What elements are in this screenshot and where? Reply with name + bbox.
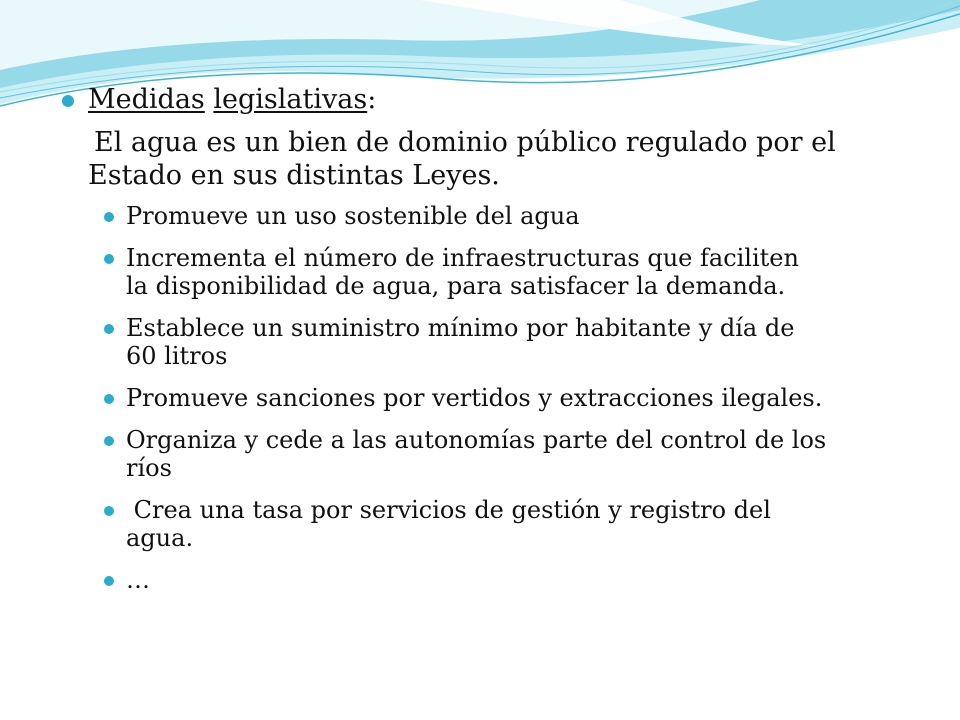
bullet-icon	[104, 324, 114, 334]
heading-row	[62, 82, 922, 118]
list-item	[104, 426, 916, 482]
intro-line-2: Estado en sus distintas Leyes.	[88, 160, 500, 191]
slide-heading	[88, 82, 376, 118]
bullet-icon	[104, 576, 114, 586]
intro-line-1: El agua es un bien de dominio público regulado por el	[94, 127, 836, 158]
list-item	[104, 496, 916, 552]
list-item-line-1: Incrementa el número de infraestructuras que faciliten	[126, 244, 799, 272]
bullet-icon	[104, 436, 114, 446]
list-item-line-2: 60 litros	[126, 342, 228, 370]
bullet-icon	[104, 394, 114, 404]
measures-list	[62, 202, 922, 594]
list-item-line-1: Promueve sanciones por vertidos y extracciones ilegales.	[126, 384, 823, 412]
list-item	[104, 566, 916, 594]
list-item	[104, 314, 916, 370]
heading-word-medidas: Medidas	[88, 84, 205, 115]
list-item-line-1: …	[126, 566, 150, 594]
list-item-line-2: ríos	[126, 454, 172, 482]
heading-colon: :	[367, 84, 377, 115]
bullet-icon	[104, 212, 114, 222]
list-item	[104, 384, 916, 412]
list-item-line-1: Establece un suministro mínimo por habitante y día de	[126, 314, 795, 342]
list-item-line-1: Organiza y cede a las autonomías parte del control de los	[126, 426, 827, 454]
bullet-icon	[62, 95, 74, 107]
list-item-line-2: la disponibilidad de agua, para satisfacer la demanda.	[126, 272, 786, 300]
slide-content	[62, 82, 922, 608]
list-item-line-1: Promueve un uso sostenible del agua	[126, 202, 580, 230]
heading-word-legislativas: legislativas	[213, 84, 368, 115]
bullet-icon	[104, 506, 114, 516]
intro-paragraph	[88, 126, 908, 192]
bullet-icon	[104, 254, 114, 264]
list-item-line-2: agua.	[126, 524, 194, 552]
list-item-line-1: Crea una tasa por servicios de gestión y registro del	[126, 496, 771, 524]
list-item	[104, 244, 916, 300]
list-item	[104, 202, 916, 230]
